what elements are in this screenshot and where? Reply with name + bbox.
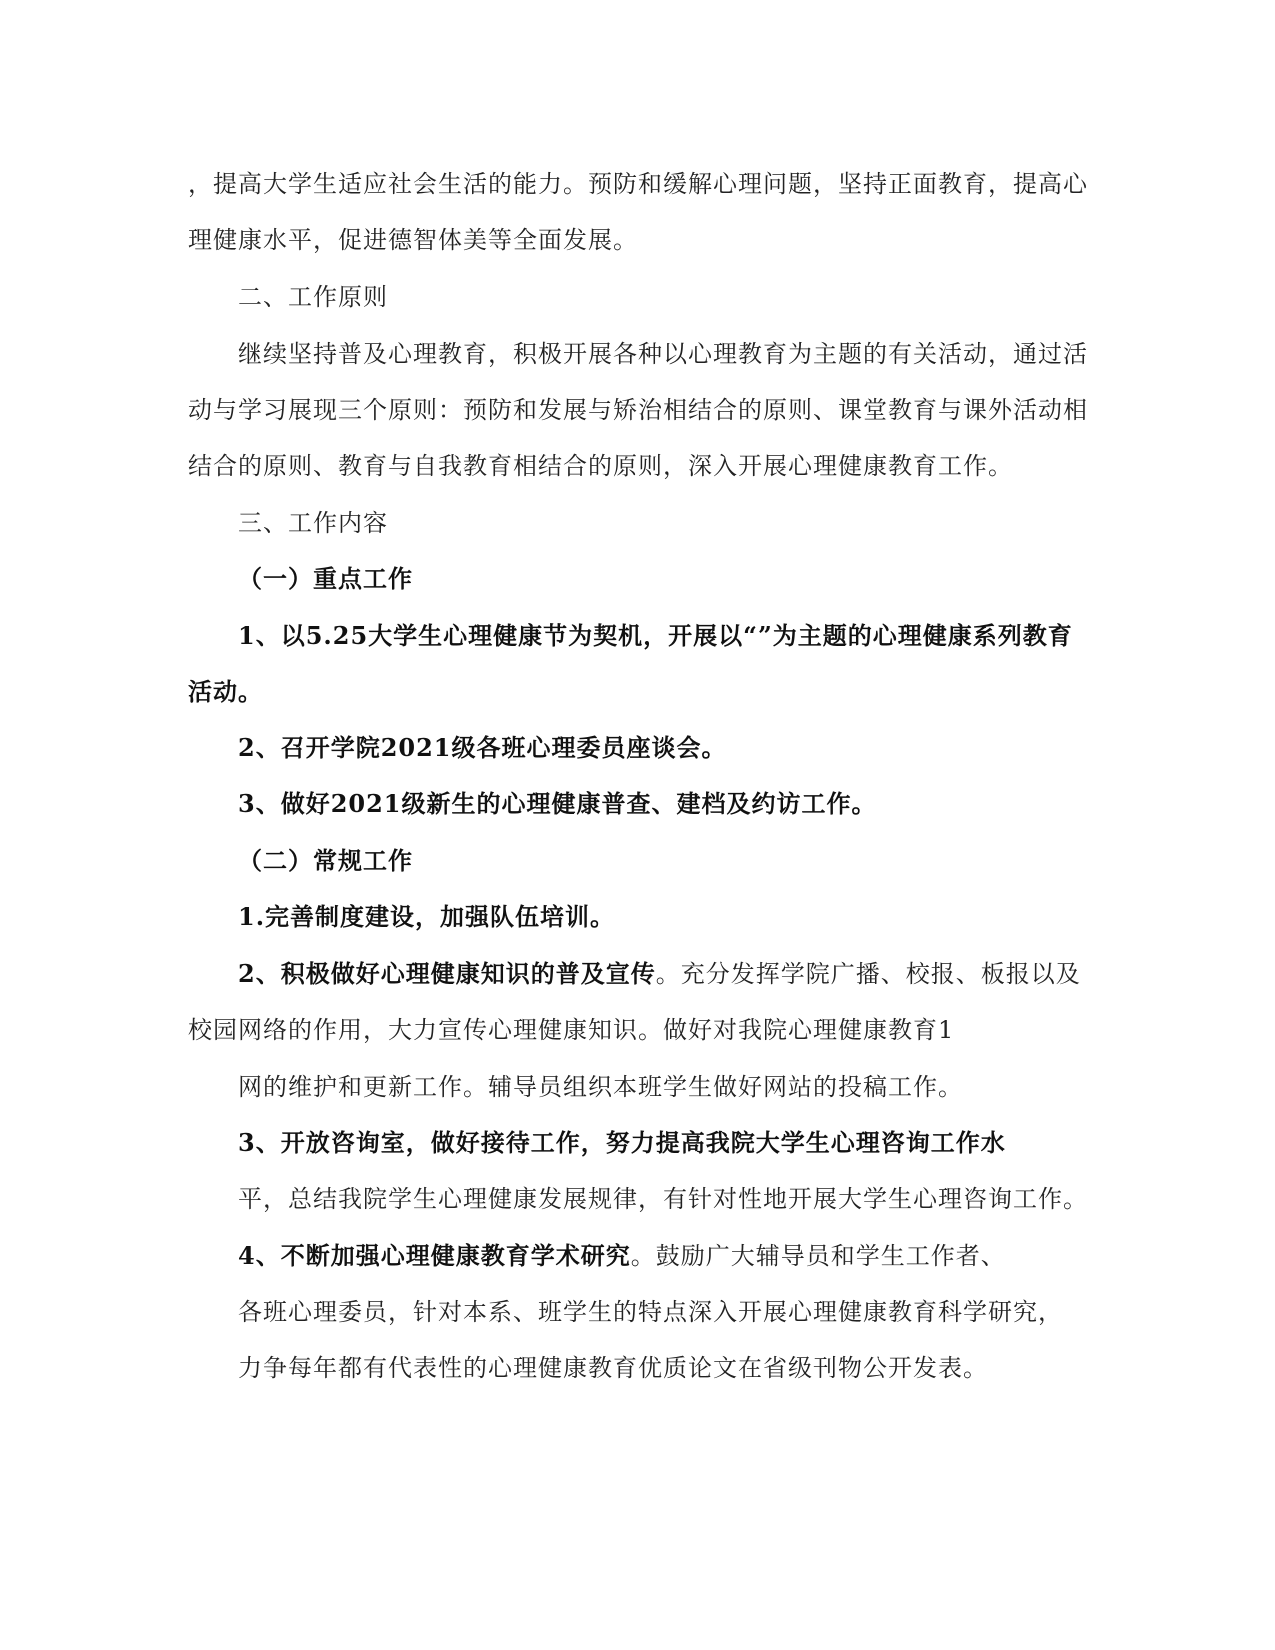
- body-text-line: 平，总结我院学生心理健康发展规律，有针对性地开展大学生心理咨询工作。: [238, 1185, 1088, 1213]
- section-heading-principles: 二、工作原则: [238, 283, 388, 311]
- routine-item-4-text: 。鼓励广大辅导员和学生工作者、: [630, 1242, 1006, 1270]
- list-item-2: 2、召开学院2021级各班心理委员座谈会。: [238, 733, 727, 762]
- routine-item-4-title: 4、不断加强心理健康教育学术研究: [238, 1241, 631, 1270]
- body-text-line: 动与学习展现三个原则：预防和发展与矫治相结合的原则、课堂教育与课外活动相: [188, 396, 1088, 424]
- routine-item-2: [238, 958, 1138, 990]
- body-text-line: 理健康水平，促进德智体美等全面发展。: [188, 226, 638, 254]
- body-text-line: 各班心理委员，针对本系、班学生的特点深入开展心理健康教育科学研究，: [238, 1298, 1063, 1326]
- body-text-line: 力争每年都有代表性的心理健康教育优质论文在省级刊物公开发表。: [238, 1354, 988, 1382]
- body-text-line: 继续坚持普及心理教育，积极开展各种以心理教育为主题的有关活动，通过活: [238, 340, 1088, 368]
- routine-item-2-title: 2、积极做好心理健康知识的普及宣传: [238, 959, 656, 988]
- section-heading-content: 三、工作内容: [238, 509, 388, 537]
- routine-item-4: [238, 1240, 1138, 1272]
- routine-item-1: 1.完善制度建设，加强队伍培训。: [238, 902, 616, 931]
- body-text-line: 结合的原则、教育与自我教育相结合的原则，深入开展心理健康教育工作。: [188, 452, 1013, 480]
- list-item-1-continued: 活动。: [188, 677, 263, 706]
- body-text-line: 校园网络的作用，大力宣传心理健康知识。做好对我院心理健康教育1: [188, 1016, 955, 1044]
- routine-item-2-text: 。充分发挥学院广播、校报、板报以及: [655, 960, 1081, 988]
- subsection-heading-routine-work: （二）常规工作: [238, 846, 413, 875]
- list-item-3: 3、做好2021级新生的心理健康普查、建档及约访工作。: [238, 789, 877, 818]
- list-item-1: 1、以5.25大学生心理健康节为契机，开展以“”为主题的心理健康系列教育: [238, 621, 1073, 650]
- body-text-line: ，提高大学生适应社会生活的能力。预防和缓解心理问题，坚持正面教育，提高心: [188, 170, 1088, 198]
- routine-item-3: 3、开放咨询室，做好接待工作，努力提高我院大学生心理咨询工作水: [238, 1128, 1006, 1157]
- body-text-line: 网的维护和更新工作。辅导员组织本班学生做好网站的投稿工作。: [238, 1073, 963, 1101]
- subsection-heading-key-work: （一）重点工作: [238, 564, 413, 593]
